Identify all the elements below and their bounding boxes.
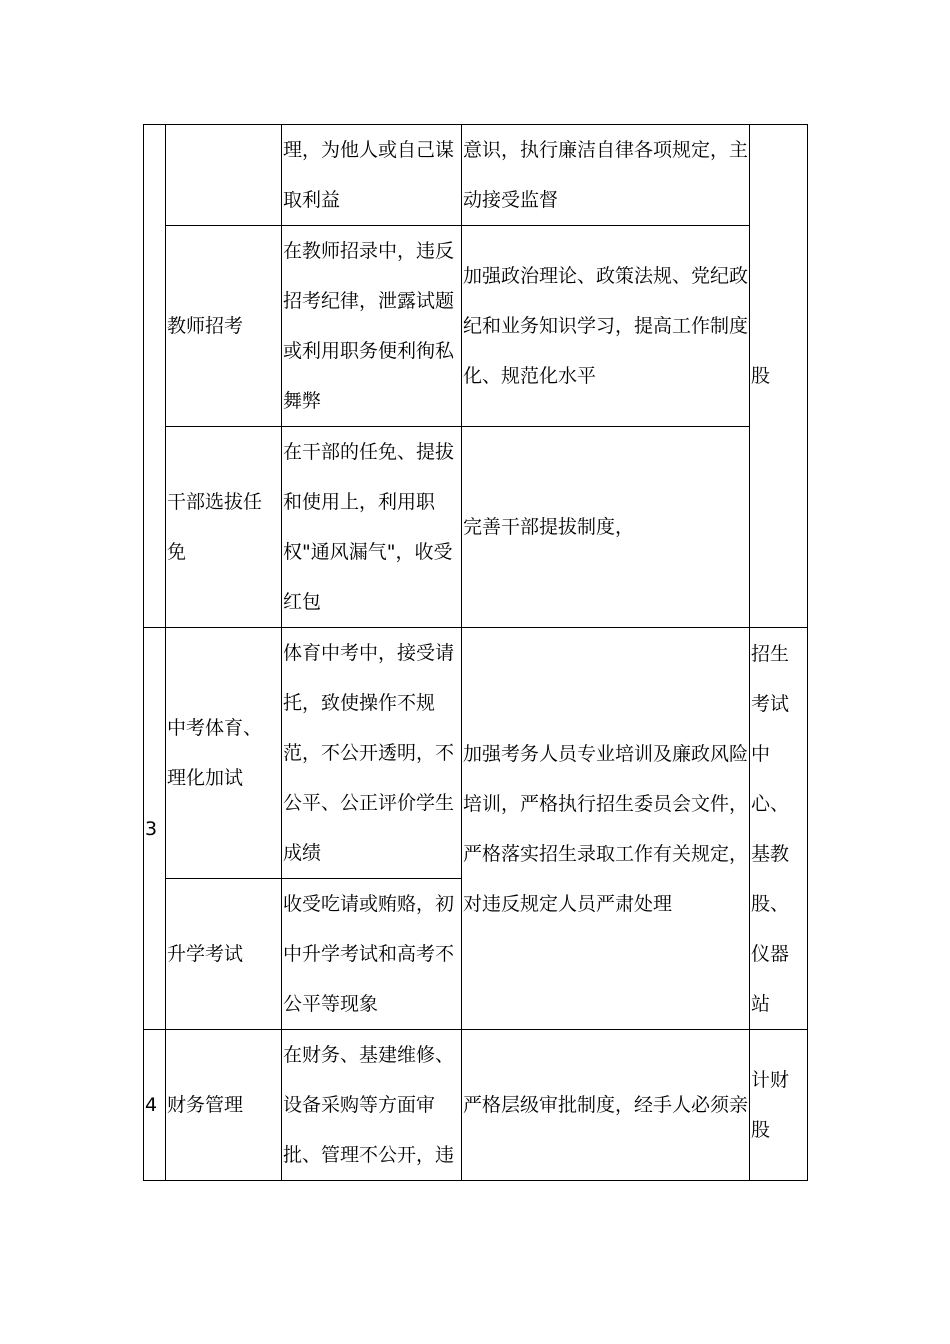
measure-cell: 加强考务人员专业培训及廉政风险培训，严格执行招生委员会文件，严格落实招生录取工作有关规定，对违反规定人员严肃处理	[462, 628, 750, 1030]
measure-cell: 严格层级审批制度，经手人必须亲	[462, 1030, 750, 1181]
item-cell: 升学考试	[166, 879, 282, 1030]
table-row	[144, 427, 808, 628]
table-row	[144, 125, 808, 226]
row-number-cell: 3	[144, 628, 166, 1030]
department-cell: 股	[750, 125, 808, 628]
row-number-cell: 4	[144, 1030, 166, 1181]
risk-cell: 收受吃请或贿赂，初中升学考试和高考不公平等现象	[282, 879, 462, 1030]
table-row	[144, 1030, 808, 1181]
row-number-cell	[144, 125, 166, 628]
department-cell: 计财股	[750, 1030, 808, 1181]
item-cell: 干部选拔任免	[166, 427, 282, 628]
department-cell: 招生考试中心、基教股、仪器站	[750, 628, 808, 1030]
risk-cell: 在干部的任免、提拔和使用上，利用职权"通风漏气"，收受红包	[282, 427, 462, 628]
measure-cell: 意识，执行廉洁自律各项规定，主动接受监督	[462, 125, 750, 226]
risk-cell: 在财务、基建维修、设备采购等方面审批、管理不公开，违	[282, 1030, 462, 1181]
risk-control-table	[143, 124, 808, 1181]
item-cell	[166, 125, 282, 226]
item-cell: 财务管理	[166, 1030, 282, 1181]
risk-cell: 体育中考中，接受请托，致使操作不规范，不公开透明，不公平、公正评价学生成绩	[282, 628, 462, 879]
risk-cell: 在教师招录中，违反招考纪律，泄露试题或利用职务便利徇私舞弊	[282, 226, 462, 427]
measure-cell: 完善干部提拔制度，	[462, 427, 750, 628]
item-cell: 教师招考	[166, 226, 282, 427]
measure-cell: 加强政治理论、政策法规、党纪政纪和业务知识学习，提高工作制度化、规范化水平	[462, 226, 750, 427]
risk-cell: 理，为他人或自己谋取利益	[282, 125, 462, 226]
table-row	[144, 226, 808, 427]
item-cell: 中考体育、理化加试	[166, 628, 282, 879]
table-row	[144, 628, 808, 879]
